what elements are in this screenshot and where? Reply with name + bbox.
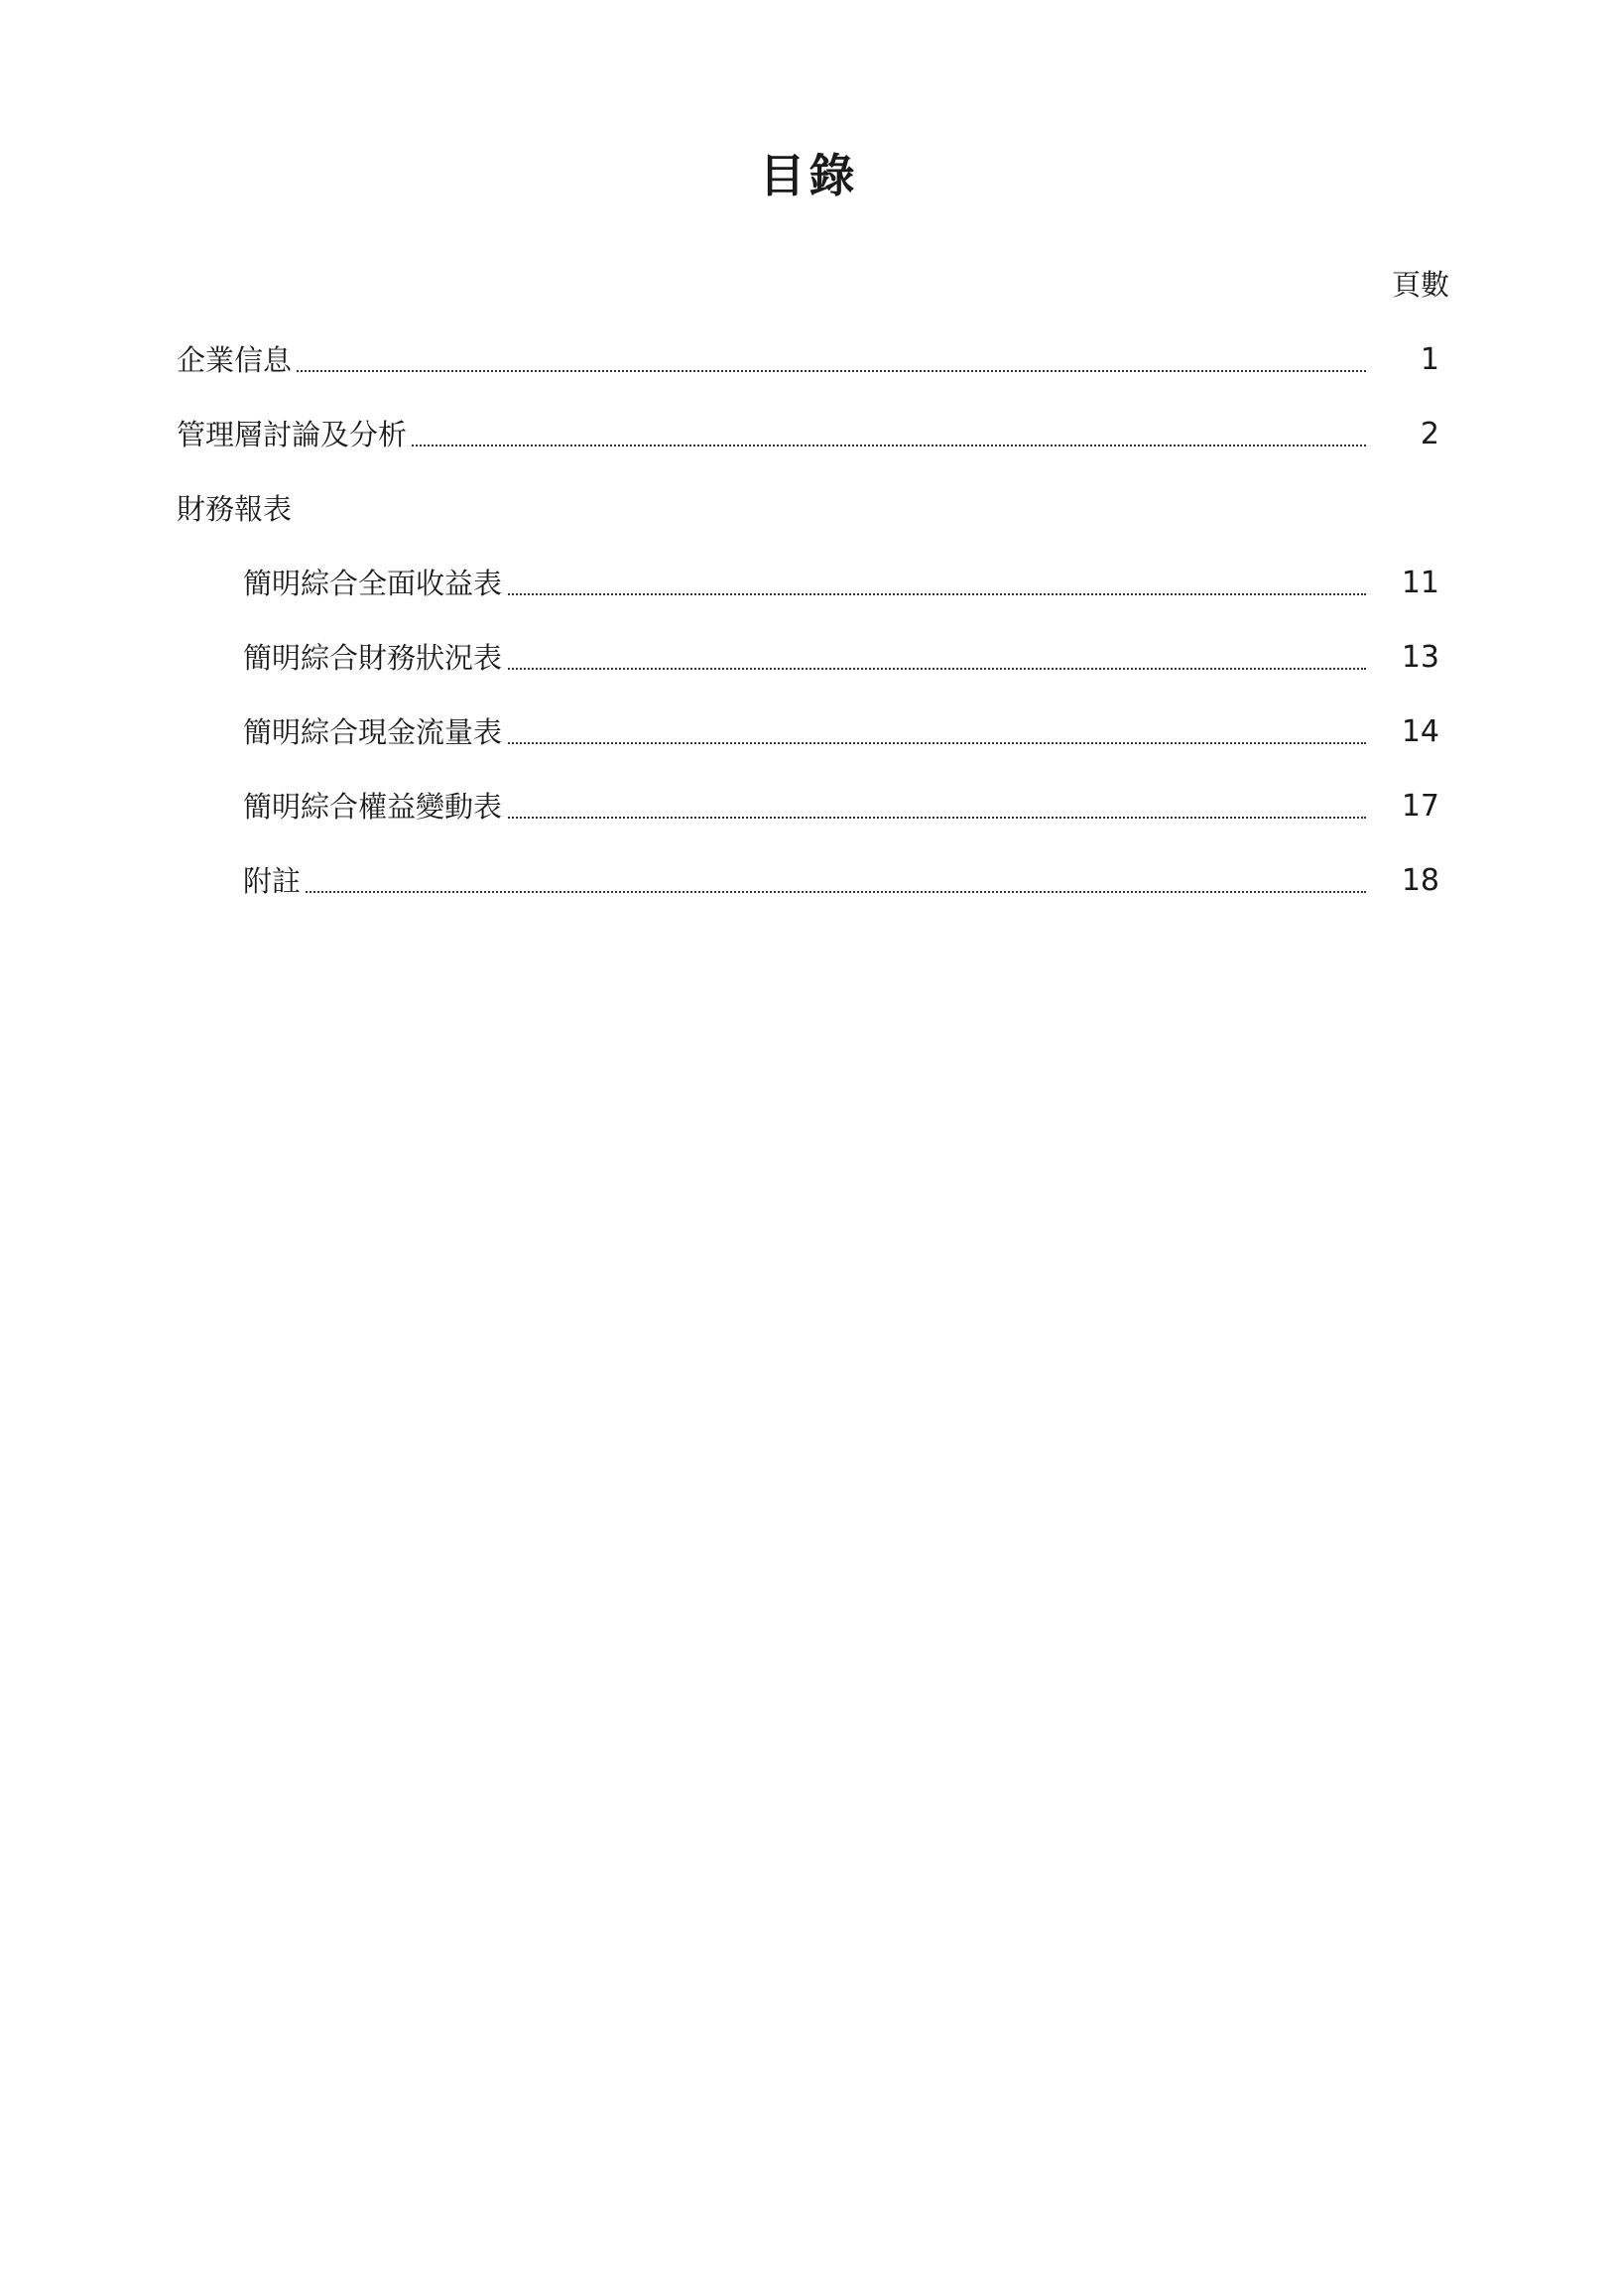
toc-section-heading xyxy=(0,489,1618,529)
toc-entry[interactable] xyxy=(0,564,1618,603)
toc-dot-leader xyxy=(177,332,1366,372)
toc-entry-page: 17 xyxy=(1401,789,1439,824)
toc-entry[interactable] xyxy=(0,712,1618,752)
toc-section-label: 財務報表 xyxy=(177,489,296,529)
toc-entry-page: 2 xyxy=(1420,417,1439,451)
toc-entry-label: 附註 xyxy=(243,861,305,901)
toc-entry-page: 18 xyxy=(1401,863,1439,898)
toc-entry[interactable] xyxy=(0,415,1618,454)
toc-entry-label: 簡明綜合全面收益表 xyxy=(243,564,506,603)
toc-entry-page: 1 xyxy=(1420,342,1439,377)
toc-entry-label: 簡明綜合現金流量表 xyxy=(243,712,506,752)
toc-entry-label: 管理層討論及分析 xyxy=(177,415,411,454)
page-title: 目錄 xyxy=(759,149,859,202)
toc-entry-page: 11 xyxy=(1401,566,1439,600)
toc-entry[interactable] xyxy=(0,861,1618,901)
toc-entry-page: 13 xyxy=(1401,640,1439,675)
toc-dot-leader xyxy=(243,853,1366,893)
toc-entry[interactable] xyxy=(0,340,1618,380)
page-number-column-header: 頁數 xyxy=(1391,268,1449,302)
toc-entry-label: 企業信息 xyxy=(177,340,296,380)
toc-entry-page: 14 xyxy=(1401,714,1439,749)
toc-entry-label: 簡明綜合財務狀況表 xyxy=(243,638,506,678)
toc-entry-label: 簡明綜合權益變動表 xyxy=(243,787,506,827)
toc-entry[interactable] xyxy=(0,787,1618,827)
toc-entry[interactable] xyxy=(0,638,1618,678)
